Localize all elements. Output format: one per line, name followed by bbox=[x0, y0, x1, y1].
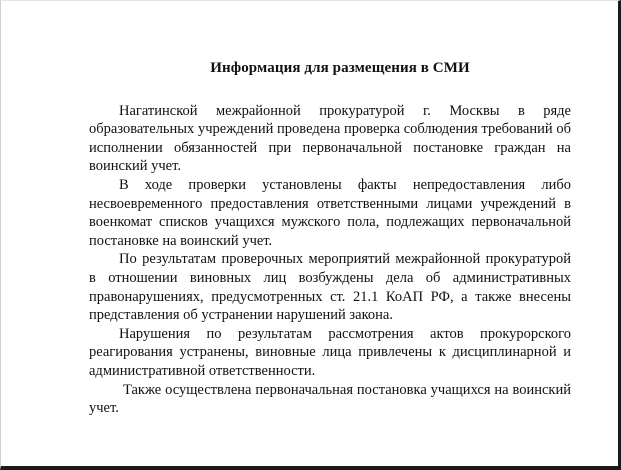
document-title: Информация для размещения в СМИ bbox=[210, 60, 470, 76]
document-body bbox=[89, 59, 571, 418]
paragraph-measures: По результатам проверочных мероприятий межрайонной прокуратурой в отношении виновных лиц возбуждены дела об административных правонарушениях, предусмотренных ст. 21.1 КоАП РФ, а также внесены представления об устранении нарушений закона. bbox=[89, 251, 571, 324]
paragraph-registration: Также осуществлена первоначальная постановка учащихся на воинский учет. bbox=[89, 381, 571, 417]
paragraph-inspection: Нагатинской межрайонной прокуратурой г. Москвы в ряде образовательных учреждений проведена проверка соблюдения требований об исполнении обязанностей при первоначальной постановке граждан на воинский учет. bbox=[89, 102, 571, 175]
paragraph-findings: В ходе проверки установлены факты непредоставления либо несвоевременного предоставления ответственными лицами учреждений в военкомат списков учащихся мужского пола, подлежащих первоначальной постановке на воинский учет. bbox=[89, 176, 571, 249]
paragraph-violations-remedied: Нарушения по результатам рассмотрения актов прокурорского реагирования устранены, виновные лица привлечены к дисциплинарной и административной ответственности. bbox=[89, 325, 571, 379]
